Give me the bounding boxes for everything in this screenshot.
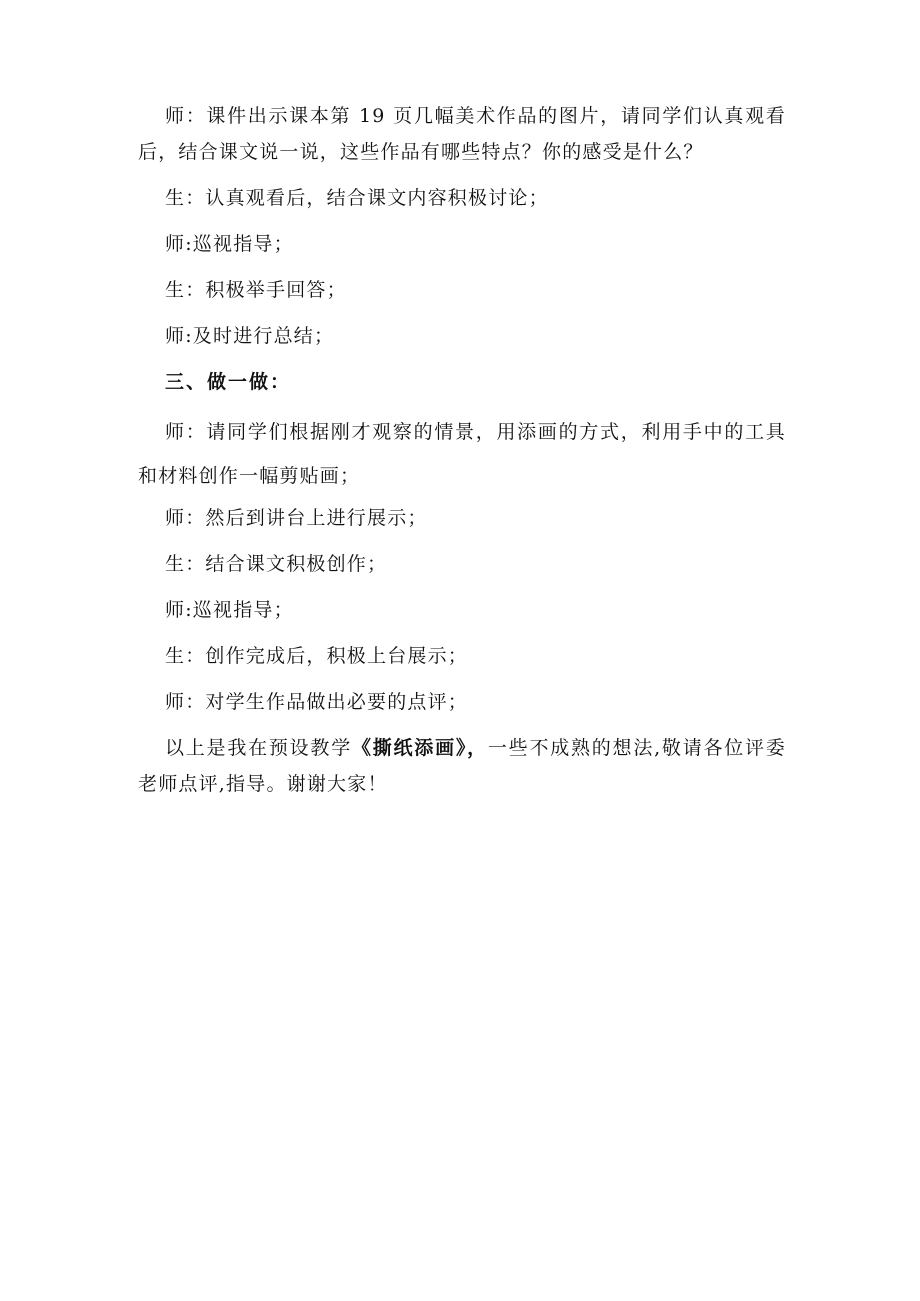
paragraph-teacher-intro: 师：课件出示课本第 19 页几幅美术作品的图片，请同学们认真观看后，结合课文说一说，这些作品有哪些特点？你的感受是什么？	[138, 105, 786, 163]
lesson-title: 《撕纸添画》，	[351, 737, 488, 759]
paragraph-teacher-comment: 师：对学生作品做出必要的点评；	[165, 691, 469, 713]
paragraph-teacher-summary: 师:及时进行总结；	[165, 325, 335, 347]
closing-text-after: 一些不成熟的想法,敬请各位评委老师点评,指导。谢谢大家！	[138, 737, 786, 795]
closing-paragraph	[138, 730, 786, 802]
paragraph-student-create: 生：结合课文积极创作；	[165, 553, 388, 575]
paragraph-teacher-present: 师：然后到讲台上进行展示；	[165, 507, 428, 529]
section-heading: 三、做一做：	[165, 371, 292, 393]
closing-text-before: 以上是我在预设教学	[165, 737, 352, 759]
paragraph-teacher-task: 师：请同学们根据刚才观察的情景，用添画的方式，利用手中的工具和材料创作一幅剪贴画；	[138, 421, 786, 487]
paragraph-student-discuss: 生：认真观看后，结合课文内容积极讨论；	[165, 187, 549, 209]
document-body	[138, 98, 786, 802]
paragraph-teacher-patrol: 师:巡视指导；	[165, 233, 294, 255]
paragraph-teacher-patrol-2: 师:巡视指导；	[165, 599, 294, 621]
paragraph-student-answer: 生：积极举手回答；	[165, 279, 347, 301]
paragraph-student-show: 生：创作完成后，积极上台展示；	[165, 645, 469, 667]
